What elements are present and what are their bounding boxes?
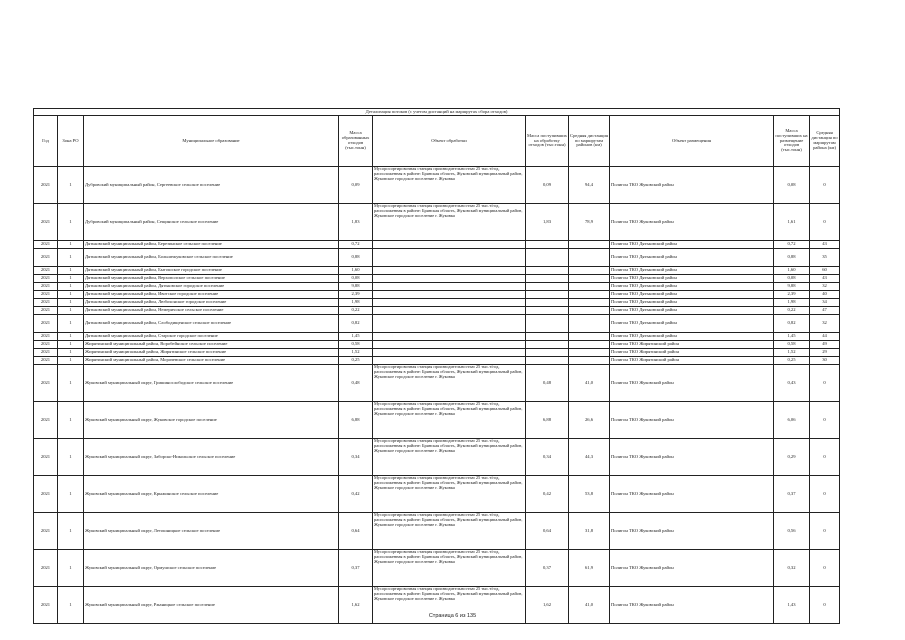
row-waste-mass: 0,42 xyxy=(339,476,373,513)
row-disposal-mass: 0,58 xyxy=(774,341,810,349)
row-processing-distance xyxy=(569,249,610,267)
row-processing-object: Мусоросортировочная станция производительностью 25 тыс.т/год, расположенная в районе: Брянская область, Жуковский муниципальный район, Жуковское городское поселение г. Жуковка xyxy=(373,439,526,476)
col-header-disposal-mass: Масса поступивших на размещение отходов (тыс.тонн) xyxy=(774,116,810,167)
row-year: 2021 xyxy=(34,402,58,439)
row-waste-mass: 0,72 xyxy=(339,241,373,249)
row-zone: 1 xyxy=(58,283,84,291)
row-municipality: Дятьковский муниципальный район, Слободищенское сельское поселение xyxy=(84,315,339,333)
row-disposal-distance: 0 xyxy=(810,587,840,624)
row-disposal-object: Полигон ТКО Дятьковский район xyxy=(610,291,774,299)
row-municipality: Дубровский муниципальный район, Сергеевское сельское поселение xyxy=(84,167,339,204)
row-processing-distance: 44,3 xyxy=(569,439,610,476)
row-disposal-distance: 30 xyxy=(810,357,840,365)
row-year: 2021 xyxy=(34,307,58,315)
row-disposal-mass: 1,45 xyxy=(774,333,810,341)
row-municipality: Дятьковский муниципальный район, Дятьковское городское поселение xyxy=(84,283,339,291)
table-row xyxy=(34,307,840,315)
row-year: 2021 xyxy=(34,439,58,476)
row-disposal-mass: 0,08 xyxy=(774,167,810,204)
row-zone: 1 xyxy=(58,439,84,476)
table-row xyxy=(34,275,840,283)
row-zone: 1 xyxy=(58,299,84,307)
row-waste-mass: 1,45 xyxy=(339,333,373,341)
table-row xyxy=(34,299,840,307)
row-disposal-object: Полигон ТКО Дятьковский район xyxy=(610,307,774,315)
row-year: 2021 xyxy=(34,241,58,249)
row-disposal-distance: 43 xyxy=(810,275,840,283)
row-zone: 1 xyxy=(58,249,84,267)
col-header-processing-mass: Масса поступивших на обработку отходов (тыс.тонн) xyxy=(526,116,569,167)
row-municipality: Жуковский муниципальный округ, Летошницкое сельское поселение xyxy=(84,513,339,550)
row-municipality: Жуковский муниципальный округ, Ормушское сельское поселение xyxy=(84,550,339,587)
row-zone: 1 xyxy=(58,476,84,513)
row-year: 2021 xyxy=(34,315,58,333)
row-disposal-mass: 0,72 xyxy=(774,241,810,249)
waste-flow-table xyxy=(33,108,840,624)
row-disposal-object: Полигон ТКО Жуковский район xyxy=(610,550,774,587)
row-processing-mass: 1,62 xyxy=(526,587,569,624)
row-municipality: Жирятинский муниципальный район, Жирятинское сельское поселение xyxy=(84,349,339,357)
row-disposal-distance: 29 xyxy=(810,349,840,357)
table-row xyxy=(34,365,840,402)
row-zone: 1 xyxy=(58,307,84,315)
row-disposal-mass: 2,39 xyxy=(774,291,810,299)
row-processing-object xyxy=(373,291,526,299)
row-waste-mass: 0,25 xyxy=(339,357,373,365)
row-processing-mass xyxy=(526,349,569,357)
col-header-processing-distance: Средняя дистанция по маршрутам районов (км) xyxy=(569,116,610,167)
table-row xyxy=(34,476,840,513)
row-waste-mass: 0,88 xyxy=(339,249,373,267)
row-processing-mass: 1,83 xyxy=(526,204,569,241)
row-waste-mass: 0,58 xyxy=(339,341,373,349)
data-table-wrapper xyxy=(33,108,839,624)
row-year: 2021 xyxy=(34,349,58,357)
row-disposal-object: Полигон ТКО Дятьковский район xyxy=(610,249,774,267)
row-disposal-object: Полигон ТКО Дятьковский район xyxy=(610,241,774,249)
row-disposal-distance: 0 xyxy=(810,204,840,241)
row-disposal-distance: 0 xyxy=(810,476,840,513)
table-row xyxy=(34,513,840,550)
row-disposal-mass: 0,37 xyxy=(774,476,810,513)
row-processing-mass xyxy=(526,241,569,249)
row-processing-mass xyxy=(526,333,569,341)
row-disposal-mass: 1,52 xyxy=(774,349,810,357)
row-disposal-mass: 0,32 xyxy=(774,550,810,587)
row-processing-mass: 0,34 xyxy=(526,439,569,476)
row-processing-object: Мусоросортировочная станция производительностью 25 тыс.т/год, расположенная в районе: Брянская область, Жуковский муниципальный район, Жуковское городское поселение г. Жуковка xyxy=(373,365,526,402)
table-row xyxy=(34,267,840,275)
row-processing-distance xyxy=(569,275,610,283)
row-disposal-mass: 6,06 xyxy=(774,402,810,439)
row-processing-object: Мусоросортировочная станция производительностью 25 тыс.т/год, расположенная в районе: Брянская область, Жуковский муниципальный район, Жуковское городское поселение г. Жуковка xyxy=(373,476,526,513)
row-processing-distance: 26,6 xyxy=(569,402,610,439)
row-disposal-distance: 0 xyxy=(810,439,840,476)
row-waste-mass: 0,34 xyxy=(339,439,373,476)
row-municipality: Жуковский муниципальный округ, Жуковское городское поселение xyxy=(84,402,339,439)
row-year: 2021 xyxy=(34,365,58,402)
row-disposal-mass: 0,29 xyxy=(774,439,810,476)
row-disposal-distance: 40 xyxy=(810,291,840,299)
row-disposal-object: Полигон ТКО Жуковский район xyxy=(610,365,774,402)
row-processing-mass: 0,42 xyxy=(526,476,569,513)
row-disposal-distance: 32 xyxy=(810,315,840,333)
row-waste-mass: 6,88 xyxy=(339,402,373,439)
row-processing-object xyxy=(373,315,526,333)
row-disposal-distance: 0 xyxy=(810,365,840,402)
row-waste-mass: 0,64 xyxy=(339,513,373,550)
row-disposal-distance: 0 xyxy=(810,513,840,550)
row-year: 2021 xyxy=(34,587,58,624)
row-municipality: Жуковский муниципальный округ, Крыжинское сельское поселение xyxy=(84,476,339,513)
row-processing-mass: 0,64 xyxy=(526,513,569,550)
row-zone: 1 xyxy=(58,204,84,241)
row-disposal-object: Полигон ТКО Дятьковский район xyxy=(610,315,774,333)
row-processing-object xyxy=(373,333,526,341)
row-municipality: Жирятинский муниципальный район, Воробейнское сельское поселение xyxy=(84,341,339,349)
row-zone: 1 xyxy=(58,587,84,624)
table-row xyxy=(34,349,840,357)
row-processing-mass xyxy=(526,267,569,275)
row-zone: 1 xyxy=(58,402,84,439)
col-header-disposal-object: Объект размещения xyxy=(610,116,774,167)
row-disposal-object: Полигон ТКО Дятьковский район xyxy=(610,299,774,307)
row-processing-distance: 94,4 xyxy=(569,167,610,204)
row-waste-mass: 1,62 xyxy=(339,587,373,624)
row-zone: 1 xyxy=(58,291,84,299)
row-processing-distance xyxy=(569,267,610,275)
row-disposal-object: Полигон ТКО Жирятинский район xyxy=(610,349,774,357)
row-year: 2021 xyxy=(34,299,58,307)
table-row xyxy=(34,341,840,349)
row-processing-distance xyxy=(569,299,610,307)
row-processing-object xyxy=(373,357,526,365)
row-waste-mass: 0,48 xyxy=(339,365,373,402)
row-processing-object: Мусоросортировочная станция производительностью 25 тыс.т/год, расположенная в районе: Брянская область, Жуковский муниципальный район, Жуковское городское поселение г. Жуковка xyxy=(373,513,526,550)
row-processing-object: Мусоросортировочная станция производительностью 25 тыс.т/год, расположенная в районе: Брянская область, Жуковский муниципальный район, Жуковское городское поселение г. Жуковка xyxy=(373,204,526,241)
row-disposal-object: Полигон ТКО Жуковский район xyxy=(610,476,774,513)
row-disposal-mass: 0,25 xyxy=(774,357,810,365)
row-waste-mass: 0,09 xyxy=(339,167,373,204)
header-row xyxy=(34,116,840,167)
row-disposal-mass: 1,61 xyxy=(774,204,810,241)
row-zone: 1 xyxy=(58,513,84,550)
row-disposal-object: Полигон ТКО Дятьковский район xyxy=(610,275,774,283)
row-municipality: Дятьковский муниципальный район, Немеричское сельское поселение xyxy=(84,307,339,315)
row-waste-mass: 1,98 xyxy=(339,299,373,307)
row-processing-distance: 61,9 xyxy=(569,550,610,587)
row-disposal-object: Полигон ТКО Жуковский район xyxy=(610,587,774,624)
row-disposal-mass: 0,56 xyxy=(774,513,810,550)
row-processing-object: Мусоросортировочная станция производительностью 25 тыс.т/год, расположенная в районе: Брянская область, Жуковский муниципальный район, Жуковское городское поселение г. Жуковка xyxy=(373,167,526,204)
row-disposal-mass: 0,08 xyxy=(774,275,810,283)
row-year: 2021 xyxy=(34,167,58,204)
row-municipality: Дятьковский муниципальный район, Верхополское сельское поселение xyxy=(84,275,339,283)
row-waste-mass: 2,39 xyxy=(339,291,373,299)
row-waste-mass: 1,60 xyxy=(339,267,373,275)
row-year: 2021 xyxy=(34,357,58,365)
row-disposal-distance: 0 xyxy=(810,167,840,204)
table-row xyxy=(34,249,840,267)
row-zone: 1 xyxy=(58,167,84,204)
table-body xyxy=(34,167,840,624)
row-municipality: Жуковский муниципальный округ, Заборско-Никольское сельское поселение xyxy=(84,439,339,476)
row-processing-distance: 41,0 xyxy=(569,365,610,402)
row-disposal-distance: 32 xyxy=(810,283,840,291)
table-row xyxy=(34,241,840,249)
row-disposal-distance: 43 xyxy=(810,241,840,249)
col-header-municipality: Муниципальное образование xyxy=(84,116,339,167)
row-disposal-object: Полигон ТКО Дятьковский район xyxy=(610,283,774,291)
row-processing-distance xyxy=(569,333,610,341)
row-zone: 1 xyxy=(58,267,84,275)
row-disposal-distance: 60 xyxy=(810,267,840,275)
row-year: 2021 xyxy=(34,476,58,513)
row-municipality: Дятьковский муниципальный район, Березинское сельское поселение xyxy=(84,241,339,249)
row-municipality: Жирятинский муниципальный район, Морачевское сельское поселение xyxy=(84,357,339,365)
table-row xyxy=(34,550,840,587)
row-zone: 1 xyxy=(58,357,84,365)
table-row xyxy=(34,167,840,204)
table-row xyxy=(34,283,840,291)
row-municipality: Жуковский муниципальный округ, Ржаницкое сельское поселение xyxy=(84,587,339,624)
row-processing-mass: 0,37 xyxy=(526,550,569,587)
row-processing-object: Мусоросортировочная станция производительностью 25 тыс.т/год, расположенная в районе: Брянская область, Жуковский муниципальный район, Жуковское городское поселение г. Жуковка xyxy=(373,550,526,587)
row-municipality: Дятьковский муниципальный район, Старское городское поселение xyxy=(84,333,339,341)
row-year: 2021 xyxy=(34,513,58,550)
row-municipality: Дятьковский муниципальный район, Любохонское городское поселение xyxy=(84,299,339,307)
row-waste-mass: 0,82 xyxy=(339,315,373,333)
row-processing-mass xyxy=(526,307,569,315)
row-processing-mass xyxy=(526,315,569,333)
row-disposal-mass: 0,82 xyxy=(774,315,810,333)
row-processing-distance: 31,8 xyxy=(569,513,610,550)
row-disposal-distance: 44 xyxy=(810,333,840,341)
row-processing-object: Мусоросортировочная станция производительностью 25 тыс.т/год, расположенная в районе: Брянская область, Жуковский муниципальный район, Жуковское городское поселение г. Жуковка xyxy=(373,587,526,624)
row-processing-object xyxy=(373,275,526,283)
row-municipality: Дятьковский муниципальный район, Ивотское городское поселение xyxy=(84,291,339,299)
row-waste-mass: 9,88 xyxy=(339,283,373,291)
col-header-zone: Зона РО xyxy=(58,116,84,167)
row-year: 2021 xyxy=(34,333,58,341)
row-year: 2021 xyxy=(34,291,58,299)
row-municipality: Дубровский муниципальный район, Сещинское сельское поселение xyxy=(84,204,339,241)
row-processing-distance xyxy=(569,341,610,349)
table-row xyxy=(34,357,840,365)
row-disposal-object: Полигон ТКО Жуковский район xyxy=(610,167,774,204)
row-disposal-mass: 0,43 xyxy=(774,365,810,402)
row-disposal-distance: 0 xyxy=(810,550,840,587)
row-processing-distance xyxy=(569,283,610,291)
row-processing-distance xyxy=(569,349,610,357)
row-processing-mass: 0,48 xyxy=(526,365,569,402)
row-disposal-mass: 1,98 xyxy=(774,299,810,307)
table-row xyxy=(34,402,840,439)
col-header-waste-mass: Масса образованных отходов (тыс.тонн) xyxy=(339,116,373,167)
row-disposal-distance: 49 xyxy=(810,341,840,349)
col-header-year: Год xyxy=(34,116,58,167)
row-year: 2021 xyxy=(34,550,58,587)
row-year: 2021 xyxy=(34,275,58,283)
table-row xyxy=(34,333,840,341)
row-processing-distance xyxy=(569,307,610,315)
row-year: 2021 xyxy=(34,283,58,291)
row-processing-distance: 41,0 xyxy=(569,587,610,624)
row-processing-mass: 0,09 xyxy=(526,167,569,204)
row-disposal-distance: 47 xyxy=(810,307,840,315)
row-zone: 1 xyxy=(58,275,84,283)
col-header-processing-object: Объект обработки xyxy=(373,116,526,167)
row-disposal-distance: 0 xyxy=(810,402,840,439)
row-disposal-distance: 35 xyxy=(810,249,840,267)
row-disposal-mass: 9,88 xyxy=(774,283,810,291)
row-disposal-object: Полигон ТКО Жуковский район xyxy=(610,513,774,550)
row-processing-object xyxy=(373,249,526,267)
row-processing-mass xyxy=(526,357,569,365)
row-year: 2021 xyxy=(34,341,58,349)
row-processing-object xyxy=(373,241,526,249)
row-processing-mass: 6,88 xyxy=(526,402,569,439)
row-zone: 1 xyxy=(58,333,84,341)
row-disposal-mass: 1,60 xyxy=(774,267,810,275)
row-waste-mass: 1,52 xyxy=(339,349,373,357)
row-disposal-distance: 34 xyxy=(810,299,840,307)
row-processing-object xyxy=(373,267,526,275)
row-zone: 1 xyxy=(58,315,84,333)
row-municipality: Жуковский муниципальный округ, Гришинослободское сельское поселение xyxy=(84,365,339,402)
row-disposal-object: Полигон ТКО Жирятинский район xyxy=(610,357,774,365)
table-row xyxy=(34,439,840,476)
row-processing-object xyxy=(373,283,526,291)
row-zone: 1 xyxy=(58,341,84,349)
table-row xyxy=(34,204,840,241)
row-processing-mass xyxy=(526,283,569,291)
row-disposal-mass: 1,43 xyxy=(774,587,810,624)
row-processing-object: Мусоросортировочная станция производительностью 25 тыс.т/год, расположенная в районе: Брянская область, Жуковский муниципальный район, Жуковское городское поселение г. Жуковка xyxy=(373,402,526,439)
row-zone: 1 xyxy=(58,365,84,402)
row-zone: 1 xyxy=(58,349,84,357)
row-year: 2021 xyxy=(34,267,58,275)
row-processing-mass xyxy=(526,299,569,307)
row-waste-mass: 0,08 xyxy=(339,275,373,283)
table-row xyxy=(34,315,840,333)
row-processing-object xyxy=(373,341,526,349)
row-processing-mass xyxy=(526,291,569,299)
row-processing-object xyxy=(373,299,526,307)
row-waste-mass: 1,83 xyxy=(339,204,373,241)
row-processing-object xyxy=(373,349,526,357)
row-year: 2021 xyxy=(34,249,58,267)
row-processing-distance xyxy=(569,291,610,299)
row-zone: 1 xyxy=(58,550,84,587)
page-footer: Страница 6 из 135 xyxy=(428,613,477,619)
row-zone: 1 xyxy=(58,241,84,249)
row-processing-object xyxy=(373,307,526,315)
row-municipality: Дятьковский муниципальный район, Бытошское городское поселение xyxy=(84,267,339,275)
row-processing-distance xyxy=(569,241,610,249)
table-row xyxy=(34,291,840,299)
row-disposal-object: Полигон ТКО Жуковский район xyxy=(610,402,774,439)
row-disposal-object: Полигон ТКО Дятьковский район xyxy=(610,267,774,275)
row-processing-distance: 53,8 xyxy=(569,476,610,513)
row-disposal-mass: 0,88 xyxy=(774,249,810,267)
table-caption: Детализация потоков (с учетом дистанций на маршрутах сбора отходов) xyxy=(34,109,840,116)
row-processing-mass xyxy=(526,275,569,283)
row-waste-mass: 0,37 xyxy=(339,550,373,587)
col-header-disposal-distance: Средняя дистанция по маршрутам района (км) xyxy=(810,116,840,167)
row-year: 2021 xyxy=(34,204,58,241)
row-processing-mass xyxy=(526,249,569,267)
row-disposal-object: Полигон ТКО Жирятинский район xyxy=(610,341,774,349)
row-processing-distance xyxy=(569,315,610,333)
row-municipality: Дятьковский муниципальный район, Большежуковское сельское поселение xyxy=(84,249,339,267)
row-processing-distance xyxy=(569,357,610,365)
row-processing-mass xyxy=(526,341,569,349)
row-disposal-mass: 0,22 xyxy=(774,307,810,315)
row-disposal-object: Полигон ТКО Жуковский район xyxy=(610,204,774,241)
row-waste-mass: 0,22 xyxy=(339,307,373,315)
row-disposal-object: Полигон ТКО Дятьковский район xyxy=(610,333,774,341)
row-processing-distance: 78,9 xyxy=(569,204,610,241)
row-disposal-object: Полигон ТКО Жуковский район xyxy=(610,439,774,476)
